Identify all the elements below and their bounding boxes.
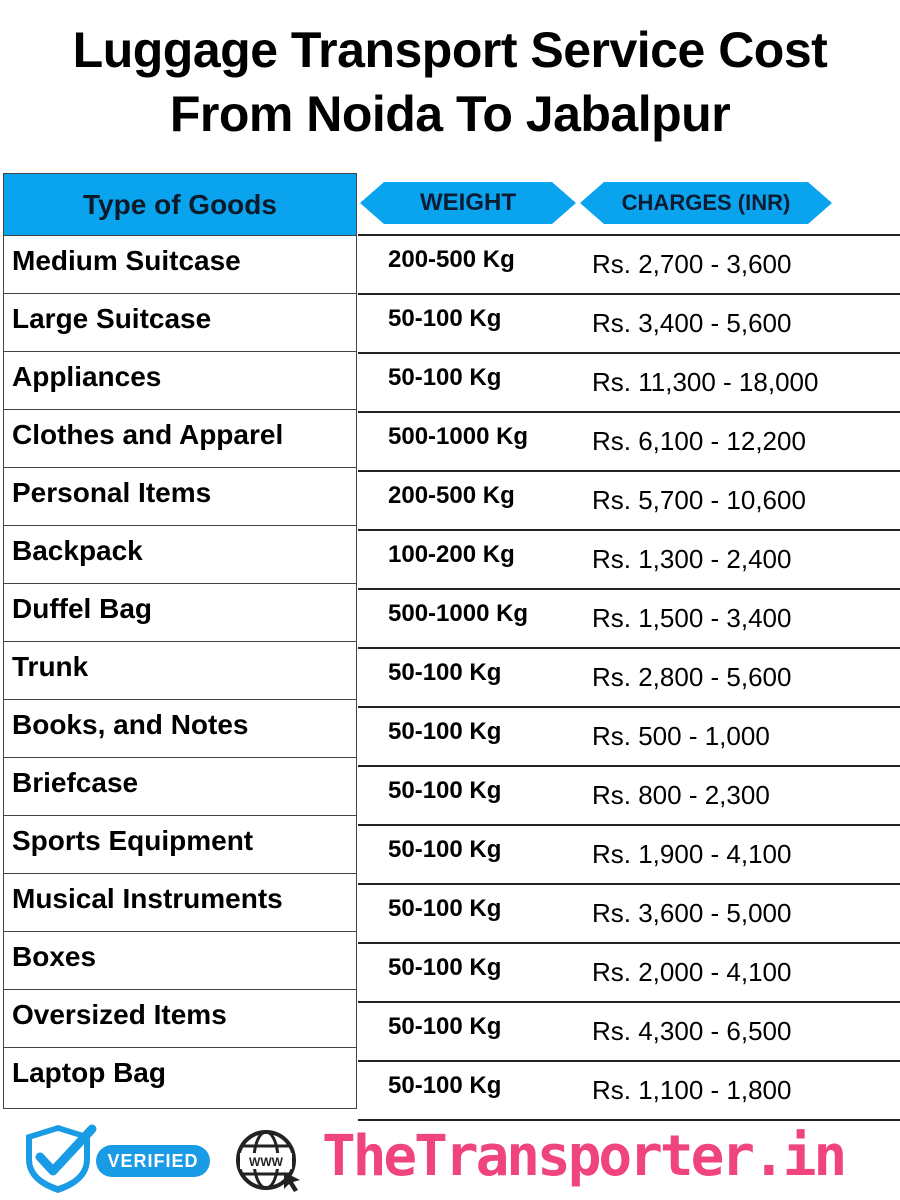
table-row xyxy=(358,824,900,883)
charges-cell: Rs. 4,300 - 6,500 xyxy=(592,1016,792,1046)
goods-cell: Trunk xyxy=(4,642,356,700)
goods-cell: Medium Suitcase xyxy=(4,236,356,294)
weight-cell: 50-100 Kg xyxy=(388,1013,502,1040)
goods-cell: Appliances xyxy=(4,352,356,410)
goods-table xyxy=(3,173,357,1109)
goods-cell: Clothes and Apparel xyxy=(4,410,356,468)
weight-header-label: WEIGHT xyxy=(420,189,516,216)
charges-cell: Rs. 1,100 - 1,800 xyxy=(592,1075,792,1105)
table-row xyxy=(358,234,900,293)
goods-cell: Boxes xyxy=(4,932,356,990)
footer xyxy=(0,1118,900,1200)
charges-cell: Rs. 2,000 - 4,100 xyxy=(592,957,792,987)
weight-cell: 500-1000 Kg xyxy=(388,600,529,627)
goods-cell: Large Suitcase xyxy=(4,294,356,352)
goods-cell: Briefcase xyxy=(4,758,356,816)
goods-cell: Laptop Bag xyxy=(12,1057,166,1088)
table-row xyxy=(358,529,900,588)
table-row xyxy=(358,647,900,706)
weight-cell: 200-500 Kg xyxy=(388,482,515,509)
weight-cell: 50-100 Kg xyxy=(388,364,502,391)
globe-icon xyxy=(234,1128,304,1194)
charges-header xyxy=(580,182,832,224)
charges-cell: Rs. 800 - 2,300 xyxy=(592,780,770,810)
charges-cell: Rs. 5,700 - 10,600 xyxy=(592,485,806,515)
charges-cell: Rs. 6,100 - 12,200 xyxy=(592,426,806,456)
goods-cell: Personal Items xyxy=(4,468,356,526)
goods-cell: Backpack xyxy=(4,526,356,584)
table-row xyxy=(358,1060,900,1121)
weight-cell: 200-500 Kg xyxy=(388,246,515,273)
weight-cell: 50-100 Kg xyxy=(388,836,502,863)
goods-cell: Oversized Items xyxy=(4,990,356,1048)
charges-cell: Rs. 11,300 - 18,000 xyxy=(592,367,819,397)
weight-charges-table xyxy=(358,234,900,1121)
goods-header: Type of Goods xyxy=(4,174,356,236)
weight-cell: 100-200 Kg xyxy=(388,541,515,568)
charges-header-label: CHARGES (INR) xyxy=(621,190,791,215)
goods-cell: Sports Equipment xyxy=(4,816,356,874)
weight-cell: 50-100 Kg xyxy=(388,895,502,922)
weight-cell: 50-100 Kg xyxy=(388,777,502,804)
charges-cell: Rs. 500 - 1,000 xyxy=(592,721,770,751)
charges-cell: Rs. 3,600 - 5,000 xyxy=(592,898,792,928)
weight-cell: 50-100 Kg xyxy=(388,659,502,686)
weight-cell: 50-100 Kg xyxy=(388,954,502,981)
verified-label: VERIFIED xyxy=(96,1145,210,1177)
globe-label: WWW xyxy=(249,1155,283,1169)
table-row xyxy=(358,470,900,529)
page-title xyxy=(0,18,900,146)
table-row xyxy=(358,293,900,352)
title-line-1: Luggage Transport Service Cost xyxy=(72,22,828,78)
table-row xyxy=(358,588,900,647)
table-row xyxy=(358,411,900,470)
weight-header xyxy=(360,182,576,224)
charges-cell: Rs. 1,300 - 2,400 xyxy=(592,544,792,574)
charges-cell: Rs. 3,400 - 5,600 xyxy=(592,308,792,338)
charges-cell: Rs. 1,900 - 4,100 xyxy=(592,839,792,869)
weight-cell: 50-100 Kg xyxy=(388,305,502,332)
table-row xyxy=(358,352,900,411)
table-row xyxy=(358,883,900,942)
goods-cell: Duffel Bag xyxy=(4,584,356,642)
weight-cell: 50-100 Kg xyxy=(388,718,502,745)
weight-cell: 500-1000 Kg xyxy=(388,423,529,450)
charges-cell: Rs. 2,700 - 3,600 xyxy=(592,249,792,279)
title-line-2: From Noida To Jabalpur xyxy=(169,86,731,142)
goods-cell: Musical Instruments xyxy=(4,874,356,932)
table-row xyxy=(358,765,900,824)
cursor-icon xyxy=(284,1172,300,1192)
goods-rows xyxy=(4,236,356,1108)
weight-cell: 50-100 Kg xyxy=(388,1072,502,1099)
charges-cell: Rs. 2,800 - 5,600 xyxy=(592,662,792,692)
table-row xyxy=(358,942,900,1001)
charges-cell: Rs. 1,500 - 3,400 xyxy=(592,603,792,633)
goods-cell: Books, and Notes xyxy=(4,700,356,758)
table-row xyxy=(358,706,900,765)
brand-name[interactable]: TheTransporter.in xyxy=(322,1124,845,1189)
table-row xyxy=(358,1001,900,1060)
verified-badge xyxy=(18,1121,213,1193)
